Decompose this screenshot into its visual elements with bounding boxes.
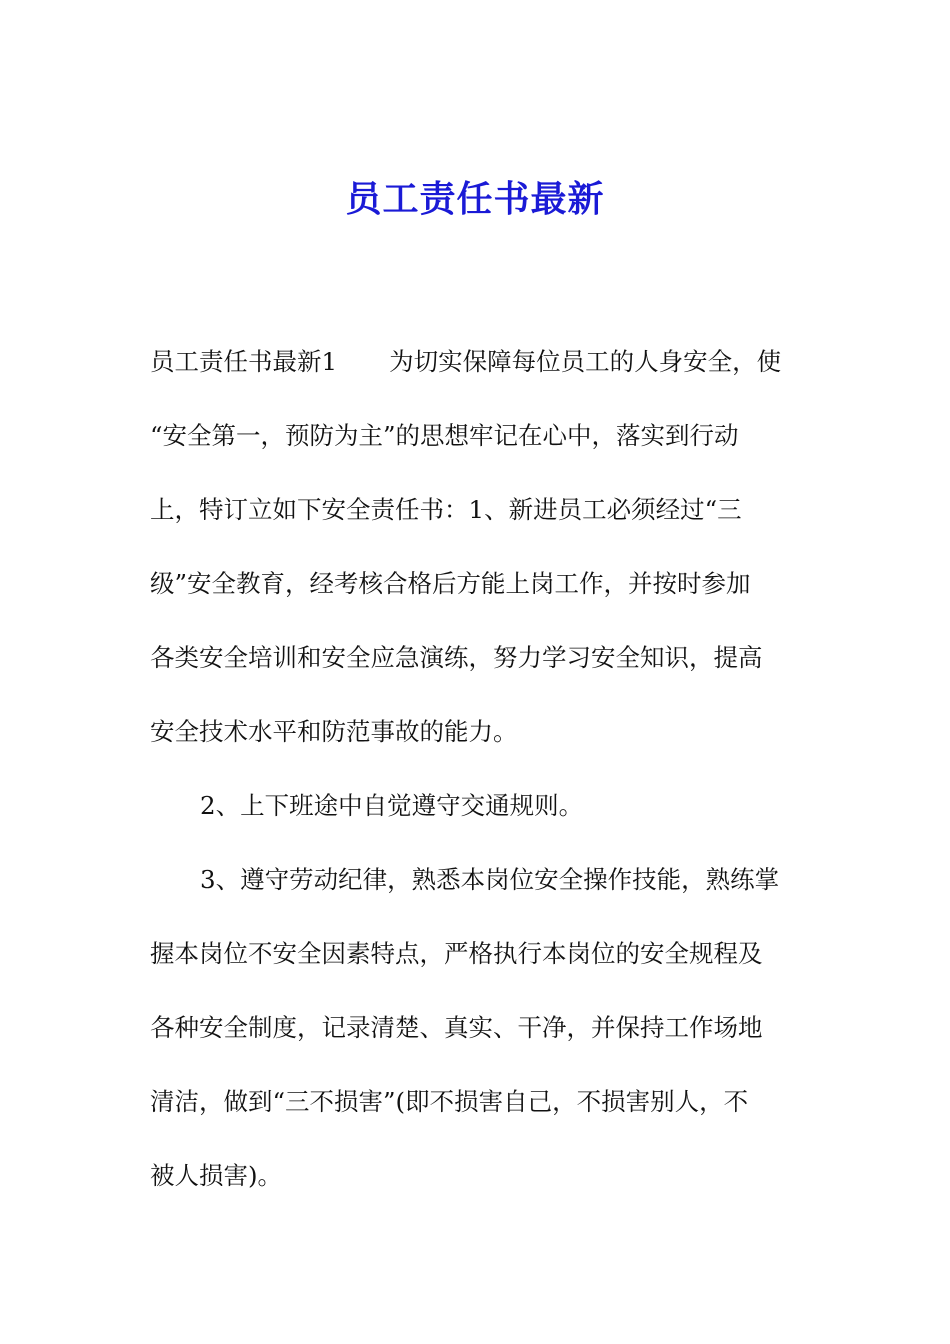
- paragraph-line: 2、上下班途中自觉遵守交通规则。: [200, 791, 584, 820]
- paragraph-line: 被人损害)。: [150, 1161, 283, 1190]
- paragraph-line: 各类安全培训和安全应急演练，努力学习安全知识，提高: [150, 643, 763, 672]
- paragraph-line: 安全技术水平和防范事故的能力。: [150, 717, 518, 746]
- paragraph-line: 上，特订立如下安全责任书：1、新进员工必须经过“三: [150, 495, 742, 524]
- paragraph-line: 清洁，做到“三不损害”(即不损害自己，不损害别人，不: [150, 1087, 749, 1116]
- paragraph-text: 为切实保障每位员工的人身安全，使: [389, 347, 782, 376]
- paragraph-line: 级”安全教育，经考核合格后方能上岗工作，并按时参加: [150, 569, 751, 598]
- section-heading: 员工责任书最新1: [150, 347, 338, 376]
- paragraph-line: 3、遵守劳动纪律，熟悉本岗位安全操作技能，熟练掌: [200, 865, 780, 894]
- paragraph-line: “安全第一，预防为主”的思想牢记在心中，落实到行动: [150, 421, 739, 450]
- paragraph-line: 握本岗位不安全因素特点，严格执行本岗位的安全规程及: [150, 939, 763, 968]
- paragraph-line: 各种安全制度，记录清楚、真实、干净，并保持工作场地: [150, 1013, 763, 1042]
- paragraph-line: [150, 325, 810, 399]
- document-title: 员工责任书最新: [345, 179, 605, 220]
- document-body: [150, 325, 810, 1213]
